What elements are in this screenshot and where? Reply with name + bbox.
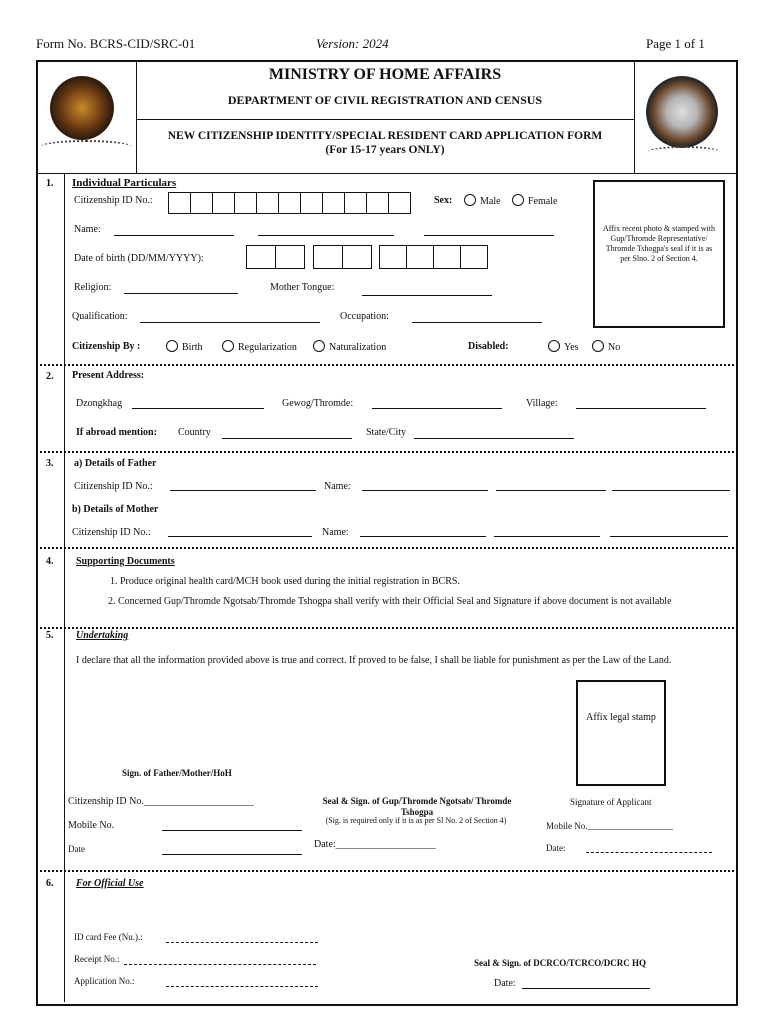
parent-signature-label: Sign. of Father/Mother/HoH <box>122 768 232 778</box>
parent-date-field[interactable] <box>162 854 302 855</box>
divider <box>136 119 634 120</box>
parent-cid-field[interactable]: Citizenship ID No.______________________ <box>68 796 254 807</box>
cid-label: Citizenship ID No.: <box>74 195 153 206</box>
name-middle-field[interactable] <box>258 235 394 236</box>
radio-icon <box>512 194 524 206</box>
receipt-label: Receipt No.: <box>74 954 120 964</box>
section-title: Individual Particulars <box>72 177 177 189</box>
applicant-date-label: Date: <box>546 843 566 853</box>
citizenship-birth[interactable]: Birth <box>166 340 203 353</box>
application-no-label: Application No.: <box>74 976 135 986</box>
sex-male[interactable]: Male <box>464 194 501 207</box>
page-number: Page 1 of 1 <box>646 36 705 51</box>
state-city-label: State/City <box>366 427 406 438</box>
form-subtitle: (For 15-17 years ONLY) <box>325 144 445 156</box>
father-cid-field[interactable] <box>170 490 316 491</box>
number-column-divider <box>64 174 65 364</box>
official-seal-label: Seal & Sign. of DCRCO/TCRCO/DCRC HQ <box>474 958 647 968</box>
applicant-mobile-field[interactable]: Mobile No.___________________ <box>546 821 673 831</box>
legal-stamp-box[interactable] <box>576 680 666 786</box>
father-cid-label: Citizenship ID No.: <box>74 481 153 492</box>
father-details-title: a) Details of Father <box>74 458 157 469</box>
disabled-no[interactable]: No <box>592 340 620 353</box>
department-title: DEPARTMENT OF CIVIL REGISTRATION AND CENSUS <box>227 93 543 107</box>
id-fee-field[interactable] <box>166 942 318 943</box>
number-column-divider <box>64 549 65 627</box>
applicant-date-field[interactable] <box>586 852 712 853</box>
section-number: 5. <box>46 630 54 641</box>
state-city-field[interactable] <box>414 438 574 439</box>
country-label: Country <box>178 427 211 438</box>
cid-boxes[interactable] <box>168 192 410 214</box>
number-column-divider <box>64 453 65 547</box>
qualification-label: Qualification: <box>72 311 128 322</box>
dob-month-boxes[interactable] <box>313 245 371 269</box>
section-number: 2. <box>46 371 54 382</box>
declaration-text: I declare that all the information provided above is true and correct. If proved to be false, I shall be liable for punishment as per the Law of the Land. <box>76 655 672 666</box>
mother-tongue-label: Mother Tongue: <box>270 282 335 293</box>
citizenship-by-label: Citizenship By : <box>72 341 141 352</box>
official-date-field[interactable] <box>522 988 650 989</box>
village-field[interactable] <box>576 408 706 409</box>
country-field[interactable] <box>222 438 352 439</box>
section-number: 6. <box>46 878 54 889</box>
gewog-field[interactable] <box>372 408 502 409</box>
name-last-field[interactable] <box>424 235 554 236</box>
id-fee-label: ID card Fee (Nu.).: <box>74 932 143 942</box>
dob-label: Date of birth (DD/MM/YYYY): <box>74 253 204 264</box>
religion-field[interactable] <box>124 293 238 294</box>
gup-seal-label: Seal & Sign. of Gup/Thromde Ngotsab/ Thromde Tshogpa <box>322 796 512 817</box>
supporting-doc-item: 1. Produce original health card/MCH book used during the initial registration in BCRS. <box>110 576 460 587</box>
form-version: Version: 2024 <box>316 36 389 51</box>
gup-date-field[interactable]: Date:____________________ <box>314 839 436 850</box>
stamp-label: Affix legal stamp <box>586 712 656 723</box>
section-divider <box>36 547 734 549</box>
father-name-first[interactable] <box>362 490 488 491</box>
dob-year-boxes[interactable] <box>379 245 487 269</box>
dzongkhag-field[interactable] <box>132 408 264 409</box>
radio-icon <box>548 340 560 352</box>
father-name-last[interactable] <box>612 490 730 491</box>
mother-name-middle[interactable] <box>494 536 600 537</box>
section-title: Undertaking <box>76 630 129 641</box>
name-first-field[interactable] <box>114 235 234 236</box>
section-divider <box>36 627 734 629</box>
supporting-doc-item: 2. Concerned Gup/Thromde Ngotsab/Thromde Tshogpa shall verify with their Official Seal and Signature if above document is not available <box>108 596 672 607</box>
disabled-yes[interactable]: Yes <box>548 340 579 353</box>
section-number: 3. <box>46 458 54 469</box>
name-label: Name: <box>74 224 101 235</box>
radio-icon <box>592 340 604 352</box>
national-emblem-icon <box>50 76 114 140</box>
section-divider <box>36 364 734 366</box>
mother-name-label: Name: <box>322 527 349 538</box>
parent-date-label: Date <box>68 844 85 854</box>
mother-details-title: b) Details of Mother <box>72 504 159 515</box>
divider <box>36 173 736 174</box>
mother-name-first[interactable] <box>360 536 486 537</box>
application-no-field[interactable] <box>166 986 318 987</box>
sex-female[interactable]: Female <box>512 194 557 207</box>
father-name-label: Name: <box>324 481 351 492</box>
receipt-field[interactable] <box>124 964 316 965</box>
qualification-field[interactable] <box>140 322 320 323</box>
gup-seal-note: (Sig. is required only if it is as per Sl No. 2 of Section 4) <box>325 816 507 825</box>
form-number: Form No. BCRS-CID/SRC-01 <box>36 36 196 51</box>
dob-day-boxes[interactable] <box>246 245 304 269</box>
gewog-label: Gewog/Thromde: <box>282 398 354 409</box>
mother-tongue-field[interactable] <box>362 295 492 296</box>
father-name-middle[interactable] <box>496 490 606 491</box>
religion-label: Religion: <box>74 282 112 293</box>
occupation-field[interactable] <box>412 322 542 323</box>
section-number: 1. <box>46 178 54 189</box>
ministry-title: MINISTRY OF HOME AFFAIRS <box>268 66 502 83</box>
village-label: Village: <box>526 398 558 409</box>
form-title: NEW CITIZENSHIP IDENTITY/SPECIAL RESIDENT CARD APPLICATION FORM <box>167 130 603 142</box>
applicant-signature-label: Signature of Applicant <box>570 797 652 807</box>
occupation-label: Occupation: <box>340 311 389 322</box>
divider <box>634 60 635 174</box>
photo-box[interactable] <box>593 180 725 328</box>
section-title: Supporting Documents <box>76 556 175 567</box>
mother-cid-label: Citizenship ID No.: <box>72 527 151 538</box>
radio-icon <box>222 340 234 352</box>
disabled-label: Disabled: <box>468 341 509 352</box>
official-date-label: Date: <box>494 978 516 989</box>
section-title: Present Address: <box>72 370 145 381</box>
department-seal-icon <box>646 76 718 148</box>
number-column-divider <box>64 872 65 1002</box>
radio-icon <box>464 194 476 206</box>
seal-script <box>648 146 720 158</box>
section-divider <box>36 451 734 453</box>
radio-icon <box>166 340 178 352</box>
radio-icon <box>313 340 325 352</box>
photo-note: Affix recent photo & stamped with Gup/Thromde Representative/ Thromde Tshogpa's seal if it is as per Slno. 2 of Section 4. <box>602 224 716 263</box>
section-divider <box>36 870 734 872</box>
dzongkhag-label: Dzongkhag <box>76 398 123 409</box>
mother-cid-field[interactable] <box>168 536 312 537</box>
parent-mobile-field[interactable] <box>162 830 302 831</box>
abroad-label: If abroad mention: <box>76 427 157 438</box>
number-column-divider <box>64 366 65 451</box>
sex-label: Sex: <box>434 195 453 206</box>
citizenship-naturalization[interactable]: Naturalization <box>313 340 386 353</box>
section-number: 4. <box>46 556 54 567</box>
number-column-divider <box>64 629 65 870</box>
citizenship-regularization[interactable]: Regularization <box>222 340 297 353</box>
parent-mobile-label: Mobile No. <box>68 820 115 831</box>
mother-name-last[interactable] <box>610 536 728 537</box>
emblem-script <box>40 140 132 154</box>
section-title: For Official Use <box>76 878 144 889</box>
